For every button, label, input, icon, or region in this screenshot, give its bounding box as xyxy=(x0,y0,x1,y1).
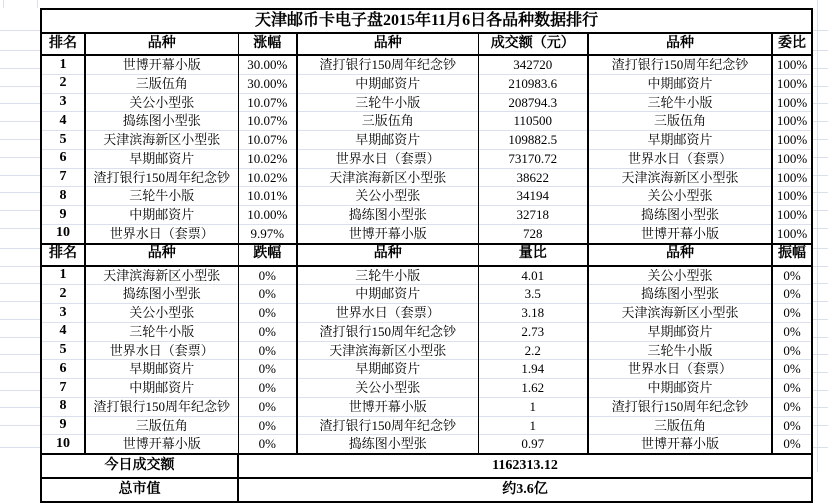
ranking-row-gain xyxy=(41,55,812,74)
variety-cell: 三版伍角 xyxy=(588,112,772,131)
sheet-gridline xyxy=(0,372,40,373)
ratio-cell: 0% xyxy=(772,285,812,304)
sheet-gridline xyxy=(811,248,828,249)
sheet-gridline xyxy=(0,319,40,320)
variety-cell: 世博开幕小版 xyxy=(85,55,238,74)
variety-cell: 早期邮资片 xyxy=(85,360,238,379)
rank-cell: 9 xyxy=(41,416,85,435)
sheet-gridline xyxy=(0,86,40,87)
metric-cell: 728 xyxy=(478,224,588,243)
sheet-gridline xyxy=(0,337,40,338)
metric-cell: 34194 xyxy=(478,187,588,206)
metric-cell: 32718 xyxy=(478,206,588,225)
sheet-gridline xyxy=(811,139,828,140)
metric-cell: 342720 xyxy=(478,55,588,74)
variety-cell: 渣打银行150周年纪念钞 xyxy=(85,397,238,416)
sheet-gridline xyxy=(811,175,828,176)
change-cell: 0% xyxy=(238,341,297,360)
variety-cell: 中期邮资片 xyxy=(85,206,238,225)
variety-cell: 关公小型张 xyxy=(588,266,772,285)
ranking-row-gain xyxy=(41,224,812,243)
sheet-gridline xyxy=(0,447,40,448)
variety-cell: 三轮牛小版 xyxy=(588,341,772,360)
ratio-cell: 0% xyxy=(772,322,812,341)
variety-cell: 世界水日（套票） xyxy=(297,304,478,323)
ranking-row-loss xyxy=(41,341,812,360)
ranking-row-loss xyxy=(41,322,812,341)
metric-cell: 成交额（元） xyxy=(478,33,588,55)
ratio-cell: 0% xyxy=(772,304,812,323)
variety-cell: 三轮牛小版 xyxy=(588,93,772,112)
metric-cell: 4.01 xyxy=(478,266,588,285)
sheet-gridline xyxy=(0,354,40,355)
variety-cell: 世界水日（套票） xyxy=(588,149,772,168)
variety-cell: 三版伍角 xyxy=(85,416,238,435)
ranking-row-gain xyxy=(41,168,812,187)
rank-cell: 1 xyxy=(41,266,85,285)
variety-cell: 三轮牛小版 xyxy=(85,322,238,341)
variety-cell: 捣练图小型张 xyxy=(297,206,478,225)
sheet-gridline xyxy=(0,210,40,211)
metric-cell: 1 xyxy=(478,397,588,416)
sheet-gridline xyxy=(811,157,828,158)
ratio-cell: 0% xyxy=(772,341,812,360)
variety-cell: 渣打银行150周年纪念钞 xyxy=(297,55,478,74)
today-turnover-value: 1162313.12 xyxy=(238,454,812,478)
sheet-gridline xyxy=(811,354,828,355)
sheet-gridline xyxy=(0,30,40,31)
variety-cell: 中期邮资片 xyxy=(297,74,478,93)
variety-cell: 三版伍角 xyxy=(85,74,238,93)
header-row-loss xyxy=(41,244,812,266)
change-cell: 0% xyxy=(238,397,297,416)
sheet-gridline xyxy=(811,210,828,211)
ratio-cell: 0% xyxy=(772,397,812,416)
variety-cell: 三版伍角 xyxy=(588,416,772,435)
variety-cell: 关公小型张 xyxy=(85,304,238,323)
sheet-gridline xyxy=(811,121,828,122)
rank-cell: 2 xyxy=(41,74,85,93)
ratio-cell: 0% xyxy=(772,435,812,454)
sheet-gridline xyxy=(811,319,828,320)
sheet-gridline xyxy=(37,0,38,8)
rank-cell: 10 xyxy=(41,435,85,454)
variety-cell: 捣练图小型张 xyxy=(297,435,478,454)
variety-cell: 早期邮资片 xyxy=(297,131,478,150)
variety-cell: 捣练图小型张 xyxy=(85,112,238,131)
change-cell: 0% xyxy=(238,379,297,398)
sheet-gridline xyxy=(811,30,828,31)
metric-cell: 3.18 xyxy=(478,304,588,323)
change-cell: 30.00% xyxy=(238,55,297,74)
sheet-gridline xyxy=(811,337,828,338)
variety-cell: 中期邮资片 xyxy=(85,379,238,398)
rank-cell: 2 xyxy=(41,285,85,304)
rank-cell: 7 xyxy=(41,379,85,398)
footer-row-turnover xyxy=(41,454,812,478)
variety-cell: 天津滨海新区小型张 xyxy=(588,168,772,187)
ratio-cell: 100% xyxy=(772,55,812,74)
variety-cell: 渣打银行150周年纪念钞 xyxy=(85,168,238,187)
change-cell: 9.97% xyxy=(238,224,297,243)
rank-cell: 排名 xyxy=(41,244,85,266)
sheet-gridline xyxy=(811,103,828,104)
variety-cell: 天津滨海新区小型张 xyxy=(297,341,478,360)
variety-cell: 品种 xyxy=(588,244,772,266)
variety-cell: 早期邮资片 xyxy=(297,360,478,379)
metric-cell: 2.73 xyxy=(478,322,588,341)
variety-cell: 中期邮资片 xyxy=(297,285,478,304)
ranking-row-loss xyxy=(41,397,812,416)
variety-cell: 品种 xyxy=(588,33,772,55)
ranking-row-gain xyxy=(41,206,812,225)
metric-cell: 38622 xyxy=(478,168,588,187)
variety-cell: 天津滨海新区小型张 xyxy=(85,131,238,150)
change-cell: 0% xyxy=(238,416,297,435)
variety-cell: 品种 xyxy=(85,33,238,55)
page-title: 天津邮币卡电子盘2015年11月6日各品种数据排行 xyxy=(41,9,812,33)
change-cell: 0% xyxy=(238,360,297,379)
variety-cell: 世博开幕小版 xyxy=(297,224,478,243)
metric-cell: 0.97 xyxy=(478,435,588,454)
change-cell: 0% xyxy=(238,304,297,323)
variety-cell: 中期邮资片 xyxy=(588,379,772,398)
variety-cell: 三轮牛小版 xyxy=(297,93,478,112)
sheet-gridline xyxy=(0,407,40,408)
variety-cell: 渣打银行150周年纪念钞 xyxy=(297,416,478,435)
variety-cell: 捣练图小型张 xyxy=(588,285,772,304)
variety-cell: 世博开幕小版 xyxy=(588,224,772,243)
change-cell: 涨幅 xyxy=(238,33,297,55)
metric-cell: 1.94 xyxy=(478,360,588,379)
sheet-gridline xyxy=(811,447,828,448)
sheet-gridline xyxy=(0,68,40,69)
ranking-row-gain xyxy=(41,149,812,168)
variety-cell: 品种 xyxy=(297,33,478,55)
change-cell: 10.02% xyxy=(238,168,297,187)
table-title-row xyxy=(41,9,812,33)
ratio-cell: 100% xyxy=(772,131,812,150)
variety-cell: 三版伍角 xyxy=(297,112,478,131)
variety-cell: 关公小型张 xyxy=(297,379,478,398)
change-cell: 30.00% xyxy=(238,74,297,93)
variety-cell: 世界水日（套票） xyxy=(85,341,238,360)
ratio-cell: 100% xyxy=(772,93,812,112)
sheet-gridline xyxy=(0,139,40,140)
sheet-gridline xyxy=(0,425,40,426)
rank-cell: 1 xyxy=(41,55,85,74)
change-cell: 10.07% xyxy=(238,112,297,131)
ranking-row-gain xyxy=(41,112,812,131)
variety-cell: 天津滨海新区小型张 xyxy=(297,168,478,187)
ratio-cell: 100% xyxy=(772,224,812,243)
ratio-cell: 100% xyxy=(772,206,812,225)
sheet-gridline xyxy=(811,407,828,408)
rank-cell: 3 xyxy=(41,304,85,323)
change-cell: 0% xyxy=(238,266,297,285)
change-cell: 10.02% xyxy=(238,149,297,168)
change-cell: 10.00% xyxy=(238,206,297,225)
sheet-gridline xyxy=(0,228,40,229)
change-cell: 跌幅 xyxy=(238,244,297,266)
ranking-row-loss xyxy=(41,360,812,379)
ratio-cell: 100% xyxy=(772,187,812,206)
rank-cell: 6 xyxy=(41,360,85,379)
ranking-row-loss xyxy=(41,435,812,454)
change-cell: 10.01% xyxy=(238,187,297,206)
rank-cell: 排名 xyxy=(41,33,85,55)
ranking-row-gain xyxy=(41,131,812,150)
today-turnover-label: 今日成交额 xyxy=(41,454,238,478)
variety-cell: 早期邮资片 xyxy=(588,131,772,150)
variety-cell: 三轮牛小版 xyxy=(85,187,238,206)
change-cell: 10.07% xyxy=(238,93,297,112)
ratio-cell: 100% xyxy=(772,74,812,93)
ratio-cell: 0% xyxy=(772,266,812,285)
sheet-gridline xyxy=(0,301,40,302)
variety-cell: 世界水日（套票） xyxy=(85,224,238,243)
sheet-gridline xyxy=(0,175,40,176)
sheet-gridline xyxy=(811,50,828,51)
ratio-cell: 100% xyxy=(772,168,812,187)
variety-cell: 捣练图小型张 xyxy=(85,285,238,304)
sheet-gridline xyxy=(811,301,828,302)
variety-cell: 天津滨海新区小型张 xyxy=(85,266,238,285)
sheet-gridline xyxy=(811,192,828,193)
rank-cell: 7 xyxy=(41,168,85,187)
metric-cell: 208794.3 xyxy=(478,93,588,112)
sheet-gridline xyxy=(817,0,818,472)
metric-cell: 110500 xyxy=(478,112,588,131)
header-row-gain xyxy=(41,33,812,55)
footer-row-marketcap xyxy=(41,478,812,502)
variety-cell: 早期邮资片 xyxy=(85,149,238,168)
variety-cell: 世界水日（套票） xyxy=(297,149,478,168)
rank-cell: 10 xyxy=(41,224,85,243)
variety-cell: 关公小型张 xyxy=(85,93,238,112)
metric-cell: 109882.5 xyxy=(478,131,588,150)
variety-cell: 关公小型张 xyxy=(588,187,772,206)
sheet-gridline xyxy=(811,266,828,267)
sheet-gridline xyxy=(0,121,40,122)
sheet-gridline xyxy=(811,283,828,284)
variety-cell: 世界水日（套票） xyxy=(588,360,772,379)
sheet-gridline xyxy=(0,157,40,158)
rank-cell: 8 xyxy=(41,397,85,416)
sheet-gridline xyxy=(811,86,828,87)
variety-cell: 品种 xyxy=(297,244,478,266)
variety-cell: 三轮牛小版 xyxy=(297,266,478,285)
metric-cell: 73170.72 xyxy=(478,149,588,168)
variety-cell: 早期邮资片 xyxy=(588,322,772,341)
rank-cell: 3 xyxy=(41,93,85,112)
sheet-gridline xyxy=(811,68,828,69)
sheet-gridline xyxy=(0,50,40,51)
sheet-gridline xyxy=(0,266,40,267)
variety-cell: 捣练图小型张 xyxy=(588,206,772,225)
total-market-value-value: 约3.6亿 xyxy=(238,478,812,502)
ratio-cell: 0% xyxy=(772,416,812,435)
ranking-row-loss xyxy=(41,379,812,398)
metric-cell: 1 xyxy=(478,416,588,435)
sheet-gridline xyxy=(811,425,828,426)
variety-cell: 渣打银行150周年纪念钞 xyxy=(588,55,772,74)
sheet-gridline xyxy=(811,372,828,373)
sheet-gridline xyxy=(811,228,828,229)
variety-cell: 渣打银行150周年纪念钞 xyxy=(588,397,772,416)
rank-cell: 5 xyxy=(41,341,85,360)
sheet-gridline xyxy=(811,390,828,391)
sheet-gridline xyxy=(0,248,40,249)
sheet-gridline xyxy=(0,390,40,391)
ranking-row-gain xyxy=(41,93,812,112)
metric-cell: 量比 xyxy=(478,244,588,266)
sheet-gridline xyxy=(3,0,4,8)
ranking-row-loss xyxy=(41,285,812,304)
change-cell: 0% xyxy=(238,322,297,341)
ratio-cell: 委比 xyxy=(772,33,812,55)
sheet-gridline xyxy=(0,103,40,104)
metric-cell: 1.62 xyxy=(478,379,588,398)
rank-cell: 9 xyxy=(41,206,85,225)
rank-cell: 4 xyxy=(41,322,85,341)
total-market-value-label: 总市值 xyxy=(41,478,238,502)
variety-cell: 关公小型张 xyxy=(297,187,478,206)
ratio-cell: 0% xyxy=(772,379,812,398)
ranking-row-gain xyxy=(41,74,812,93)
variety-cell: 天津滨海新区小型张 xyxy=(588,304,772,323)
variety-cell: 品种 xyxy=(85,244,238,266)
ratio-cell: 0% xyxy=(772,360,812,379)
rank-cell: 8 xyxy=(41,187,85,206)
variety-cell: 渣打银行150周年纪念钞 xyxy=(297,322,478,341)
ranking-row-loss xyxy=(41,416,812,435)
rank-cell: 4 xyxy=(41,112,85,131)
rank-cell: 6 xyxy=(41,149,85,168)
ranking-table xyxy=(40,8,813,503)
change-cell: 0% xyxy=(238,435,297,454)
sheet-gridline xyxy=(0,283,40,284)
variety-cell: 世博开幕小版 xyxy=(85,435,238,454)
sheet-gridline xyxy=(0,192,40,193)
metric-cell: 3.5 xyxy=(478,285,588,304)
variety-cell: 世博开幕小版 xyxy=(297,397,478,416)
variety-cell: 中期邮资片 xyxy=(588,74,772,93)
metric-cell: 210983.6 xyxy=(478,74,588,93)
ranking-row-loss xyxy=(41,304,812,323)
ratio-cell: 振幅 xyxy=(772,244,812,266)
metric-cell: 2.2 xyxy=(478,341,588,360)
ratio-cell: 100% xyxy=(772,112,812,131)
ratio-cell: 100% xyxy=(772,149,812,168)
ranking-row-loss xyxy=(41,266,812,285)
change-cell: 10.07% xyxy=(238,131,297,150)
variety-cell: 世博开幕小版 xyxy=(588,435,772,454)
rank-cell: 5 xyxy=(41,131,85,150)
ranking-row-gain xyxy=(41,187,812,206)
change-cell: 0% xyxy=(238,285,297,304)
